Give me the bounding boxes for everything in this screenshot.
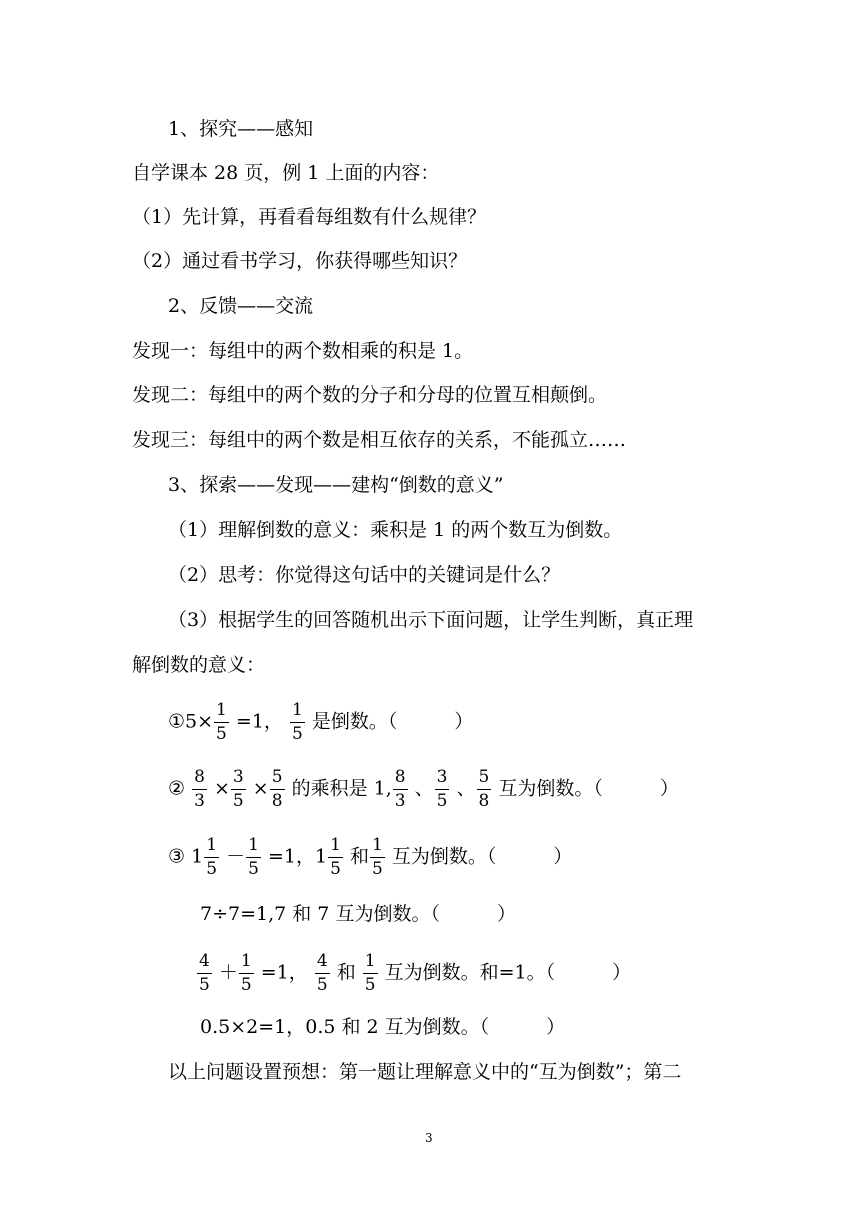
fraction: $\frac{1}{5}$ — [206, 835, 218, 879]
finding-2: 发现二：每组中的两个数的分子和分母的位置互相颠倒。 — [132, 384, 608, 406]
exercise-1: ①5× $\frac{1}{5}$ =1， $\frac{1}{5}$ 是倒数。（ ） — [168, 700, 474, 744]
question-2: （2）通过看书学习，你获得哪些知识？ — [132, 250, 468, 272]
fraction: $\frac{5}{8}$ — [478, 767, 490, 811]
section1-intro: 自学课本 28 页，例 1 上面的内容： — [132, 162, 440, 184]
fraction: $\frac{8}{3}$ — [394, 767, 406, 811]
fraction: $\frac{1}{5}$ — [248, 835, 259, 879]
fraction: $\frac{3}{5}$ — [436, 767, 448, 811]
exercise-6: 0.5×2=1，0.5 和 2 互为倒数。（ ） — [200, 1016, 566, 1038]
fraction: $\frac{1}{5}$ — [330, 835, 341, 879]
ex1-marker: ①5× — [168, 710, 214, 733]
finding-1: 发现一：每组中的两个数相乘的积是 1。 — [132, 340, 474, 362]
think-paragraph: （2）思考：你觉得这句话中的关键词是什么？ — [168, 564, 561, 586]
fraction: $\frac{1}{5}$ — [291, 700, 303, 744]
finding-3: 发现三：每组中的两个数是相互依存的关系，不能孤立…… — [132, 429, 627, 451]
exercise-3: ③ 1 $\frac{1}{5}$ － $\frac{1}{5}$ =1，1 $\frac{1}{5}$ 和 $\frac{1}{5}$ 互为倒数。（ ） — [168, 835, 573, 879]
judge-paragraph-line2: 解倒数的意义： — [132, 654, 266, 676]
fraction: $\frac{1}{5}$ — [216, 700, 227, 744]
section2-heading: 2、反馈——交流 — [168, 295, 314, 317]
section3-heading: 3、探索——发现——建构“倒数的意义” — [168, 474, 504, 496]
definition-paragraph: （1）理解倒数的意义：乘积是 1 的两个数互为倒数。 — [168, 519, 623, 541]
exercise-4: 7÷7=1,7 和 7 互为倒数。（ ） — [200, 903, 516, 925]
judge-paragraph-line1: （3）根据学生的回答随机出示下面问题，让学生判断，真正理 — [168, 609, 694, 631]
fraction: $\frac{1}{5}$ — [371, 835, 383, 879]
question-1: （1）先计算，再看看每组数有什么规律？ — [132, 206, 487, 228]
fraction: $\frac{4}{5}$ — [199, 951, 210, 995]
fraction: $\frac{1}{5}$ — [240, 951, 252, 995]
fraction: $\frac{3}{5}$ — [232, 767, 244, 811]
fraction: $\frac{5}{8}$ — [271, 767, 283, 811]
fraction: $\frac{8}{3}$ — [194, 767, 205, 811]
fraction: $\frac{4}{5}$ — [316, 951, 328, 995]
exercise-5: $\frac{4}{5}$ ＋ $\frac{1}{5}$ =1， $\frac{4}{5}$ 和 $\frac{1}{5}$ 互为倒数。和=1。（ ） — [199, 951, 632, 995]
section1-heading: 1、探究——感知 — [168, 118, 314, 140]
page-number: 3 — [425, 1131, 433, 1145]
closing-paragraph: 以上问题设置预想：第一题让理解意义中的“互为倒数”；第二 — [168, 1061, 682, 1083]
fraction: $\frac{1}{5}$ — [364, 951, 376, 995]
exercise-2: ② $\frac{8}{3}$ × $\frac{3}{5}$ × $\frac{5}{8}$ 的乘积是 1, $\frac{8}{3}$ 、 $\frac{3}{5}$ 、 $\frac{5}{8}$ 互为倒数。（ ） — [168, 767, 679, 811]
